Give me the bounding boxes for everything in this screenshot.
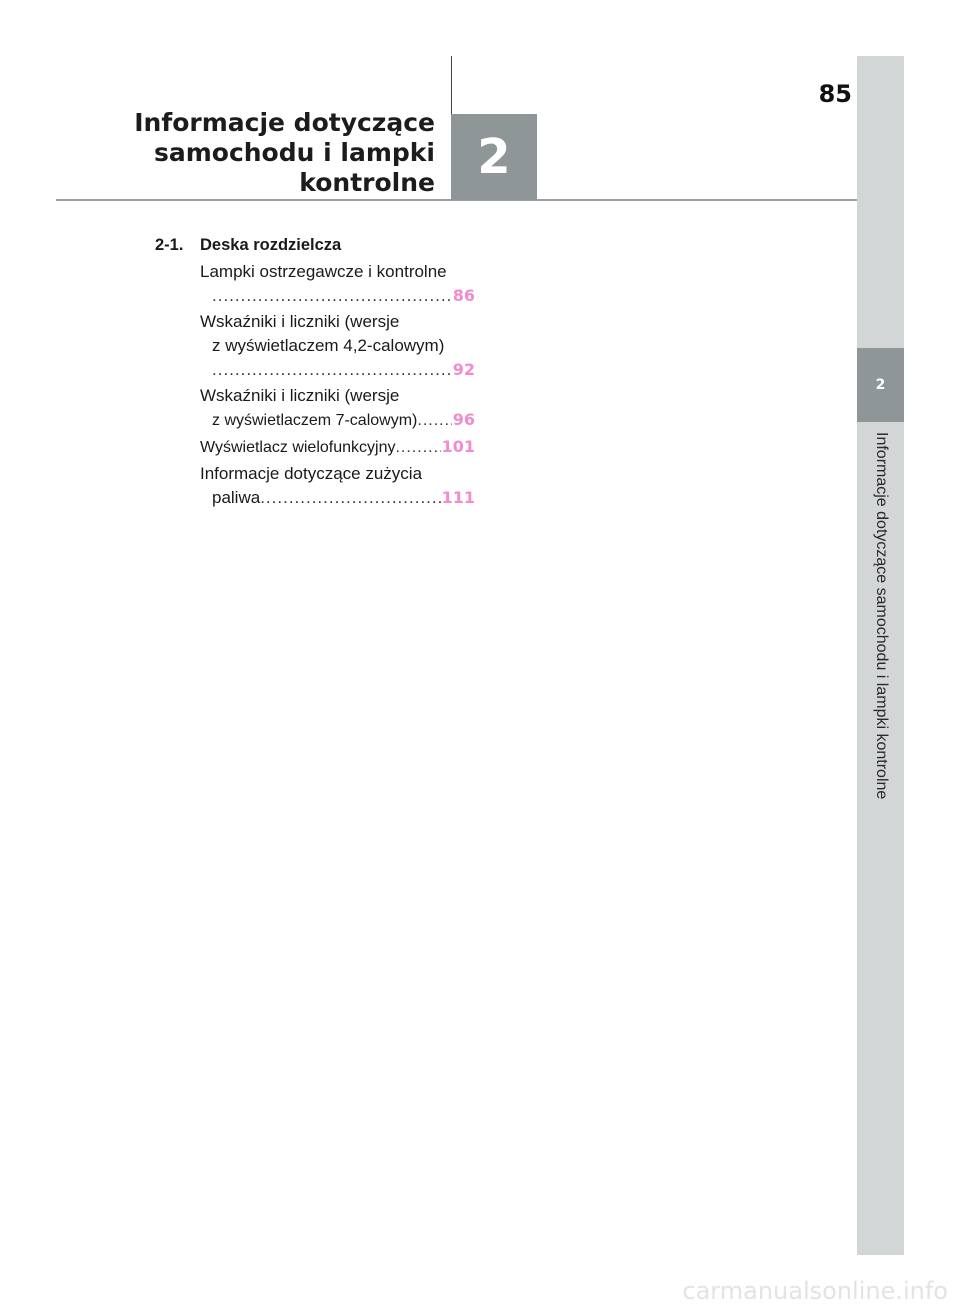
toc-entry-page-link[interactable]: 101 [441,437,475,456]
chapter-title-line: samochodu i lampki [153,138,435,167]
side-tab-number: 2 [875,377,886,393]
toc-entry[interactable] [200,260,475,308]
chapter-title-line: Informacje dotyczące [134,108,435,137]
dot-leader [260,486,440,510]
dot-leader [417,409,451,433]
toc-entry-page-link[interactable]: 96 [452,410,475,429]
toc-entry-text: Wyświetlacz wielofunkcyjny [200,439,396,456]
dot-leader [212,358,452,382]
toc-entry[interactable] [200,435,475,460]
toc-entry-text: Informacje dotyczące zużycia [200,464,423,483]
watermark: carmanualsonline.info [682,1277,948,1305]
toc-entry-text: Wskaźniki i liczniki (wersje [200,312,400,331]
toc-entry-leader [200,284,475,308]
table-of-contents [155,233,475,512]
side-tab-label: Informacje dotyczące samochodu i lampki kontrolne [873,432,890,800]
chapter-title-line: kontrolne [299,168,435,197]
toc-entry-page-link[interactable]: 86 [452,286,475,305]
side-tab-number-box[interactable] [857,348,904,422]
toc-entry-page-link[interactable]: 92 [452,360,475,379]
toc-entry-leader [200,435,475,460]
toc-entry-page-link[interactable]: 111 [441,488,475,507]
toc-section-title: Deska rozdzielcza [200,236,342,254]
toc-entry[interactable] [200,384,475,433]
toc-entry-text: Wskaźniki i liczniki (wersje [200,386,400,405]
toc-entry-leader [200,486,475,510]
toc-section-heading [155,233,475,257]
toc-entry-text-continued: paliwa [212,488,261,507]
dot-leader [212,284,452,308]
chapter-title [130,108,435,198]
toc-entry-leader [200,408,475,433]
dot-leader [395,436,440,460]
toc-entry-text-continued: z wyświetlaczem 4,2-calowym) [212,336,445,355]
toc-entry[interactable] [200,310,475,382]
toc-entry[interactable] [200,462,475,510]
chapter-number-box [451,114,537,200]
toc-entry-text: Lampki ostrzegawcze i kontrolne [200,262,447,281]
page-number: 85 [818,80,852,108]
toc-entry-leader [200,358,475,382]
toc-entry-text-continued: z wyświetlaczem 7-calowym) [212,412,418,429]
chapter-number: 2 [477,129,511,185]
toc-section-number: 2-1. [155,236,184,254]
